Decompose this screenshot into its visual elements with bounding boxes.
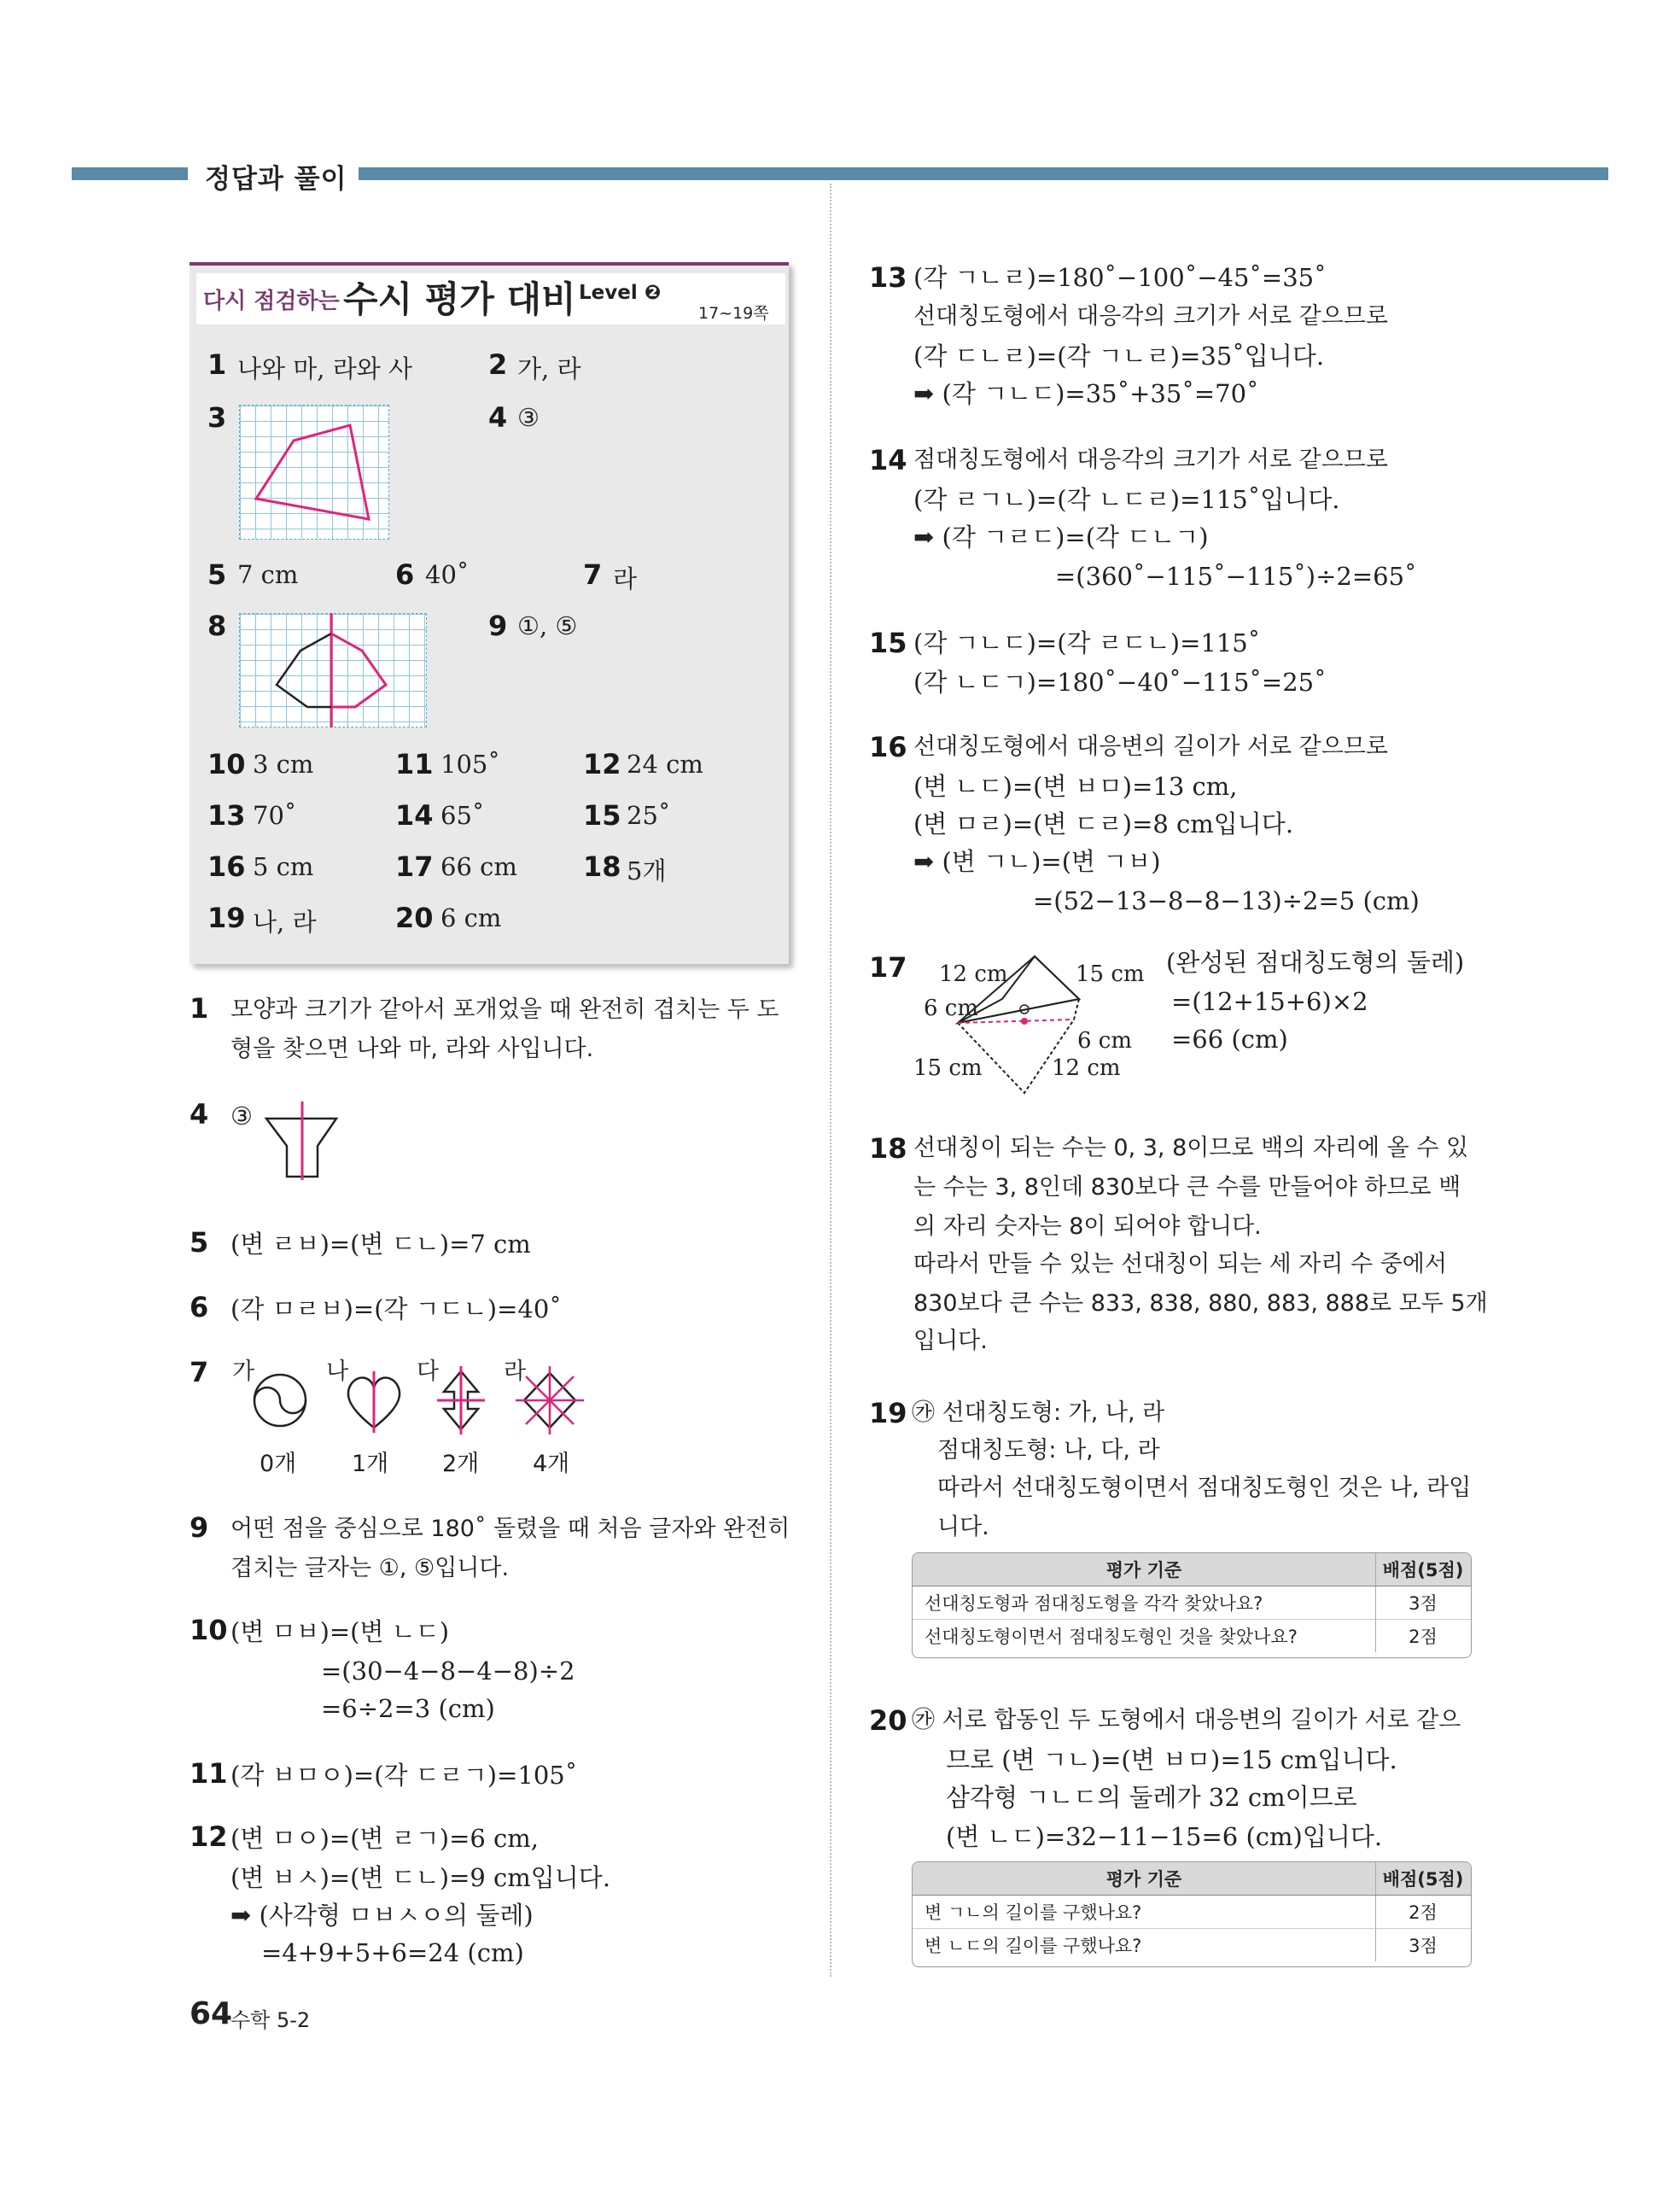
solution-line: (변 ㅁㄹ)=(변 ㄷㄹ)=8 cm입니다. — [913, 809, 1294, 838]
solution-line: ➡ (각 ㄱㄹㄷ)=(각 ㄷㄴㄱ) — [913, 523, 1209, 552]
solution-line: =(52−13−8−8−13)÷2=5 (cm) — [1033, 886, 1420, 915]
axis-count: 4개 — [533, 1451, 570, 1477]
solution-line: 형을 찾으면 나와 마, 라와 사입니다. — [230, 1036, 594, 1062]
summary-num: 1 — [207, 348, 227, 381]
problem-number: 14 — [869, 444, 907, 476]
problem-number: 15 — [869, 627, 907, 659]
symmetric-hexagon-figure — [239, 613, 427, 727]
solution-line: (각 ㄷㄴㄹ)=(각 ㄱㄴㄹ)=35˚입니다. — [913, 342, 1325, 371]
solution-line: (각 ㄴㄷㄱ)=180˚−40˚−115˚=25˚ — [913, 668, 1327, 697]
criteria-cell: 변 ㄴㄷ의 길이를 구했나요? — [913, 1929, 1376, 1962]
header-bar-left — [72, 167, 188, 180]
summary-answer: 가, 라 — [517, 354, 581, 383]
figure-dimension: 15 cm — [1076, 961, 1145, 987]
solution-line: (각 ㅁㄹㅂ)=(각 ㄱㄷㄴ)=40˚ — [230, 1294, 562, 1323]
problem-number: 5 — [190, 1226, 209, 1259]
summary-answer: 65˚ — [440, 801, 485, 830]
summary-num: 15 — [583, 799, 621, 832]
summary-num: 12 — [583, 748, 621, 780]
solution-line: (변 ㄹㅂ)=(변 ㄷㄴ)=7 cm — [230, 1230, 531, 1259]
summary-num: 6 — [395, 558, 415, 591]
summary-big-title: 수시 평가 대비 — [343, 278, 576, 320]
solution-line: 선대칭이 되는 수는 0, 3, 8이므로 백의 자리에 올 수 있 — [913, 1135, 1469, 1161]
summary-answer: 7 cm — [237, 560, 299, 589]
shape-label: 다 — [417, 1358, 440, 1385]
footer-subject: 수학 5-2 — [230, 2008, 311, 2032]
grading-table-20 — [912, 1861, 1472, 1967]
summary-num: 5 — [207, 558, 227, 591]
solution-line: (각 ㄹㄱㄴ)=(각 ㄴㄷㄹ)=115˚입니다. — [913, 485, 1340, 514]
summary-num: 16 — [207, 850, 246, 883]
solution-line: ㉮ 선대칭도형: 가, 나, 라 — [912, 1399, 1165, 1426]
solution-line: =(30−4−8−4−8)÷2 — [321, 1656, 575, 1686]
solution-line: ➡ (변 ㄱㄴ)=(변 ㄱㅂ) — [913, 847, 1161, 876]
column-divider — [830, 184, 831, 1977]
problem-number: 7 — [190, 1356, 209, 1388]
axis-count: 0개 — [260, 1451, 297, 1477]
summary-answer: 3 cm — [253, 750, 314, 779]
problem-number: 20 — [869, 1704, 907, 1737]
summary-num: 11 — [395, 748, 434, 780]
score-cell: 2점 — [1376, 1620, 1472, 1653]
summary-answer: 40˚ — [425, 560, 470, 589]
page-number: 64 — [190, 1996, 233, 2031]
solution-line: 점대칭도형: 나, 다, 라 — [937, 1437, 1160, 1464]
problem-number: 4 — [190, 1098, 209, 1131]
figure-dimension: 6 cm — [924, 996, 979, 1021]
solution-line: (각 ㄱㄴㄹ)=180˚−100˚−45˚=35˚ — [913, 263, 1327, 292]
summary-answer: 5 cm — [253, 852, 314, 881]
summary-num: 17 — [395, 850, 434, 883]
solution-line: =(360˚−115˚−115˚)÷2=65˚ — [1055, 562, 1417, 591]
summary-num: 20 — [395, 902, 434, 934]
summary-num: 18 — [583, 850, 621, 883]
solution-line: =4+9+5+6=24 (cm) — [261, 1938, 524, 1967]
solution-line: ㉮ 서로 합동인 두 도형에서 대응변의 길이가 서로 같으 — [912, 1707, 1461, 1733]
solution-line: 는 수는 3, 8인데 830보다 큰 수를 만들어야 하므로 백 — [913, 1174, 1461, 1201]
solution-line: 모양과 크기가 같아서 포개었을 때 완전히 겹치는 두 도 — [230, 996, 779, 1023]
score-header: 배점(5점) — [1376, 1553, 1472, 1586]
solution-line: 므로 (변 ㄱㄴ)=(변 ㅂㅁ)=15 cm입니다. — [946, 1745, 1397, 1774]
problem-number: 11 — [190, 1757, 228, 1790]
problem-number: 18 — [869, 1132, 907, 1165]
problem-number: 10 — [190, 1614, 228, 1646]
solution-line: 선대칭도형에서 대응변의 길이가 서로 같으므로 — [913, 733, 1388, 760]
summary-small-title: 다시 점검하는 — [203, 289, 340, 314]
score-cell: 2점 — [1376, 1896, 1472, 1929]
solution-line: (변 ㄴㄷ)=32−11−15=6 (cm)입니다. — [946, 1822, 1383, 1851]
shape-label: 가 — [232, 1358, 255, 1385]
solution-line: =66 (cm) — [1171, 1025, 1288, 1054]
summary-answer: 70˚ — [253, 801, 297, 830]
solution-line: 삼각형 ㄱㄴㄷ의 둘레가 32 cm이므로 — [946, 1783, 1357, 1812]
solution-line: (변 ㅂㅅ)=(변 ㄷㄴ)=9 cm입니다. — [230, 1863, 611, 1892]
summary-answer: 5개 — [627, 856, 667, 885]
score-header: 배점(5점) — [1376, 1862, 1472, 1896]
solution-line: 830보다 큰 수는 833, 838, 880, 883, 888로 모두 5개 — [913, 1290, 1488, 1317]
summary-answer: 나와 마, 라와 사 — [237, 354, 412, 383]
symmetry-shapes-figure — [248, 1364, 589, 1434]
problem-number: 12 — [190, 1820, 228, 1853]
solution-line: (각 ㄱㄴㄷ)=(각 ㄹㄷㄴ)=115˚ — [913, 628, 1261, 657]
summary-num: 14 — [395, 799, 434, 832]
summary-answer: 6 cm — [440, 903, 502, 932]
solution-line: ➡ (사각형 ㅁㅂㅅㅇ의 둘레) — [230, 1901, 534, 1930]
figure-dimension: 12 cm — [939, 961, 1008, 987]
summary-answer: 105˚ — [440, 750, 500, 779]
solution-line: 겹치는 글자는 ①, ⑤입니다. — [230, 1555, 510, 1581]
problem-number: 9 — [190, 1511, 209, 1544]
shape-label: 나 — [326, 1358, 349, 1385]
solution-line: 입니다. — [913, 1328, 988, 1354]
solution-line: (변 ㄴㄷ)=(변 ㅂㅁ)=13 cm, — [913, 772, 1238, 801]
solution-line: ③ — [230, 1101, 253, 1131]
summary-num: 9 — [488, 610, 508, 642]
quadrilateral-figure — [239, 405, 389, 540]
solution-line: 어떤 점을 중심으로 180˚ 돌렸을 때 처음 글자와 완전히 — [230, 1516, 790, 1542]
page-header-title: 정답과 풀이 — [205, 164, 347, 195]
summary-num: 8 — [207, 610, 227, 642]
summary-answer: ①, ⑤ — [517, 611, 578, 640]
solution-line: 선대칭도형에서 대응각의 크기가 서로 같으므로 — [913, 303, 1388, 330]
solution-line: 니다. — [937, 1514, 989, 1540]
summary-num: 2 — [488, 348, 508, 381]
header-bar-right — [359, 167, 1608, 180]
criteria-cell: 변 ㄱㄴ의 길이를 구했나요? — [913, 1896, 1376, 1929]
solution-line: 점대칭도형에서 대응각의 크기가 서로 같으므로 — [913, 447, 1388, 473]
solution-line: ➡ (각 ㄱㄴㄷ)=35˚+35˚=70˚ — [913, 379, 1259, 408]
symmetric-shape-figure — [263, 1101, 341, 1180]
problem-number: 17 — [869, 951, 907, 984]
summary-answer: 나, 라 — [253, 908, 317, 937]
solution-line: 따라서 선대칭도형이면서 점대칭도형인 것은 나, 라입 — [937, 1475, 1472, 1501]
solution-line: 의 자리 숫자는 8이 되어야 합니다. — [913, 1213, 1262, 1240]
problem-number: 16 — [869, 731, 907, 763]
criteria-cell: 선대칭도형이면서 점대칭도형인 것을 찾았나요? — [913, 1620, 1376, 1653]
figure-dimension: 6 cm — [1077, 1028, 1133, 1054]
axis-count: 1개 — [352, 1451, 389, 1477]
summary-answer: 라 — [613, 564, 638, 593]
figure-dimension: 15 cm — [913, 1055, 983, 1081]
problem-number: 13 — [869, 261, 907, 294]
criteria-cell: 선대칭도형과 점대칭도형을 각각 찾았나요? — [913, 1586, 1376, 1620]
solution-line: =(12+15+6)×2 — [1171, 987, 1368, 1016]
summary-num: 13 — [207, 799, 246, 832]
figure-dimension: 12 cm — [1052, 1055, 1121, 1081]
summary-num: 3 — [207, 401, 227, 434]
problem-number: 1 — [190, 992, 209, 1025]
summary-answer: 24 cm — [627, 750, 703, 779]
problem-number: 19 — [869, 1397, 907, 1429]
score-cell: 3점 — [1376, 1586, 1472, 1620]
solution-line: (완성된 점대칭도형의 둘레) — [1166, 948, 1465, 977]
solution-line: =6÷2=3 (cm) — [321, 1694, 495, 1723]
criteria-header: 평가 기준 — [913, 1553, 1376, 1586]
grading-table-19 — [912, 1552, 1472, 1658]
solution-line: 따라서 만들 수 있는 선대칭이 되는 세 자리 수 중에서 — [913, 1251, 1447, 1277]
summary-num: 7 — [583, 558, 603, 591]
solution-line: (변 ㅁㅇ)=(변 ㄹㄱ)=6 cm, — [230, 1824, 540, 1853]
problem-number: 6 — [190, 1291, 209, 1323]
summary-answer: ③ — [517, 403, 540, 432]
criteria-header: 평가 기준 — [913, 1862, 1376, 1896]
summary-answer: 25˚ — [627, 801, 671, 830]
solution-line: (변 ㅁㅂ)=(변 ㄴㄷ) — [230, 1617, 450, 1646]
axis-count: 2개 — [442, 1451, 480, 1477]
summary-level: Level ❷ — [579, 282, 662, 304]
summary-answer: 66 cm — [440, 852, 517, 881]
summary-pages: 17~19쪽 — [698, 304, 769, 323]
score-cell: 3점 — [1376, 1929, 1472, 1962]
solution-line: (각 ㅂㅁㅇ)=(각 ㄷㄹㄱ)=105˚ — [230, 1761, 578, 1790]
shape-label: 라 — [504, 1358, 527, 1385]
summary-num: 19 — [207, 902, 246, 934]
summary-num: 10 — [207, 748, 246, 780]
summary-num: 4 — [488, 401, 508, 434]
